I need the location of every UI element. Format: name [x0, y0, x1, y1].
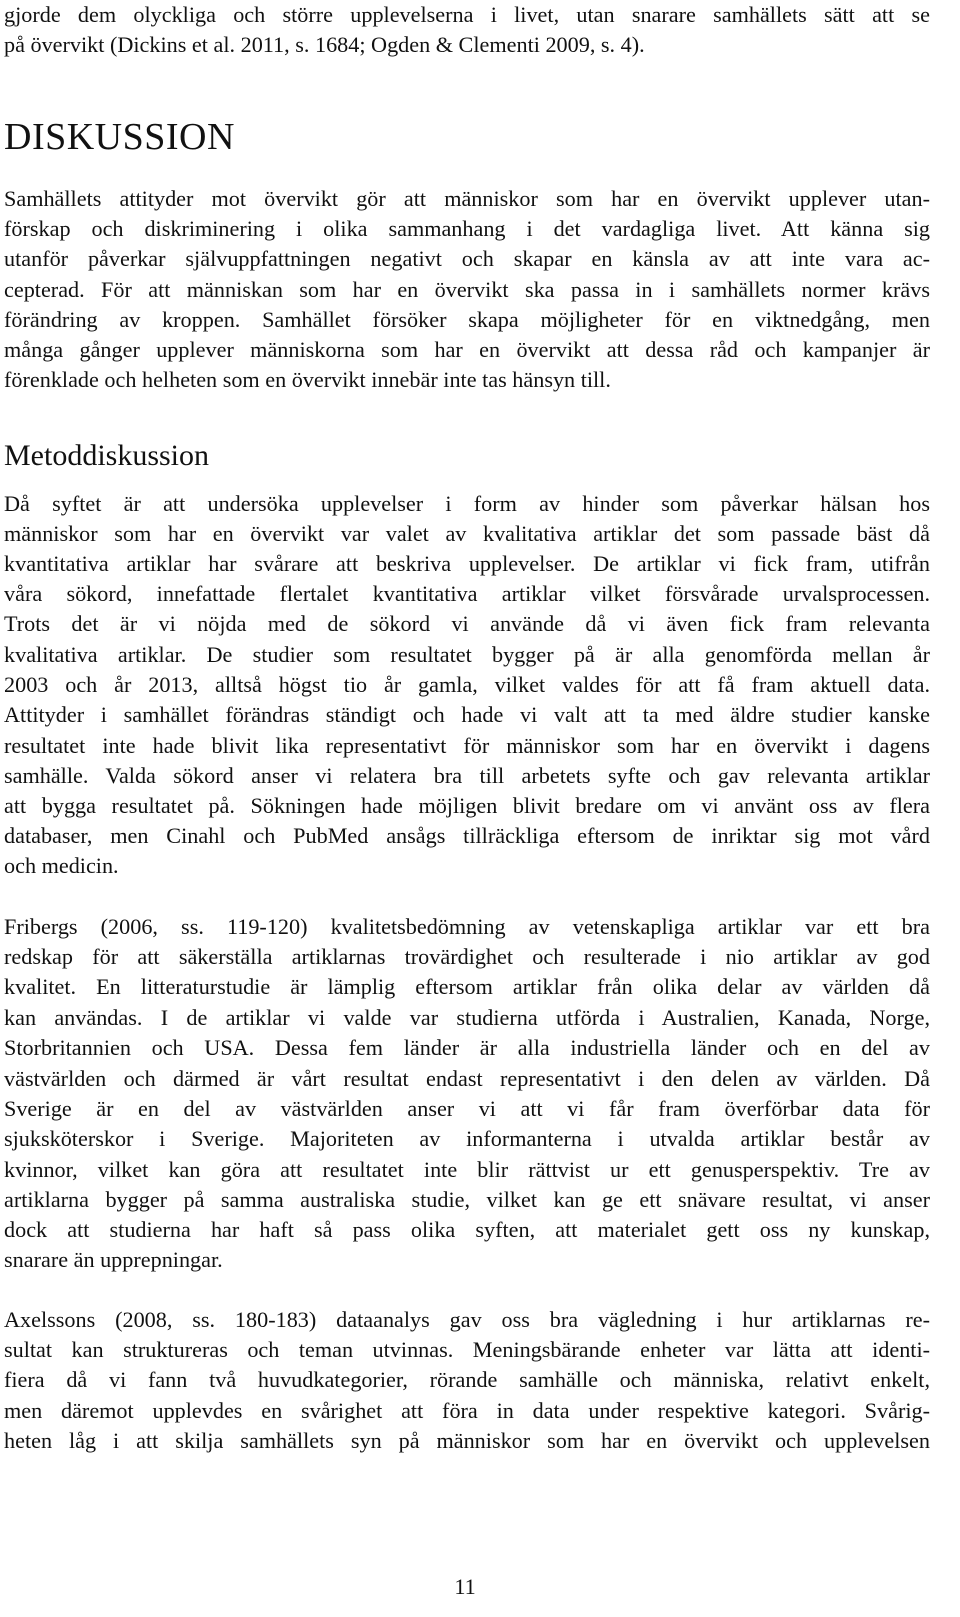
text-line: 2003 och år 2013, alltså högst tio år gamla, vilket valdes för att få fram aktuell data.: [4, 672, 930, 697]
text-line: och medicin.: [4, 853, 119, 878]
text-line: Sverige är en del av västvärlden anser vi att vi får fram överförbar data för: [4, 1096, 930, 1121]
page-number: 11: [454, 1574, 476, 1599]
text-line: Storbritannien och USA. Dessa fem länder är alla industriella länder och en del av: [4, 1035, 930, 1060]
text-line: artiklarna bygger på samma australiska studie, vilket kan ge ett snävare resultat, vi anser: [4, 1187, 930, 1212]
section-heading-metoddiskussion: Metoddiskussion: [4, 439, 210, 472]
text-line: förändring av kroppen. Samhället försöker skapa möjligheter för en viktnedgång, men: [4, 307, 930, 332]
text-line: databaser, men Cinahl och PubMed ansågs tillräckliga eftersom de inriktar sig mot vård: [4, 823, 930, 848]
text-line: kan användas. I de artiklar vi valde var studierna utförda i Australien, Kanada, Norge,: [4, 1005, 930, 1030]
text-line: cepterad. För att människan som har en övervikt ska passa in i samhällets normer krävs: [4, 277, 930, 302]
text-line: förenklade och helheten som en övervikt innebär inte tas hänsyn till.: [4, 367, 611, 392]
text-line: snarare än upprepningar.: [4, 1247, 223, 1272]
text-line: sjuksköterskor i Sverige. Majoriteten av informanterna i utvalda artiklar består av: [4, 1126, 930, 1151]
text-line: många gånger upplever människorna som har en övervikt att dessa råd och kampanjer är: [4, 337, 930, 362]
text-line: kvantitativa artiklar har svårare att beskriva upplevelser. De artiklar vi fick fram, utifrån: [4, 551, 930, 576]
text-line: Då syftet är att undersöka upplevelser i form av hinder som påverkar hälsan hos: [4, 491, 930, 516]
text-line: Attityder i samhället förändras ständigt och hade vi valt att ta med äldre studier kanske: [4, 702, 930, 727]
text-line: Fribergs (2006, ss. 119-120) kvalitetsbedömning av vetenskapliga artiklar var ett bra: [4, 914, 930, 939]
text-line: fiera då vi fann två huvudkategorier, rörande samhälle och människa, relativt enkelt,: [4, 1367, 930, 1392]
section-heading-diskussion: DISKUSSION: [4, 116, 235, 158]
text-line: men däremot upplevdes en svårighet att föra in data under respektive kategori. Svårig-: [4, 1398, 930, 1423]
text-line: sultat kan struktureras och teman utvinnas. Meningsbärande enheter var lätta att identi-: [4, 1337, 930, 1362]
text-line: utanför påverkar självuppfattningen negativt och skapar en känsla av att inte vara ac-: [4, 246, 930, 271]
text-line: Trots det är vi nöjda med de sökord vi använde då vi även fick fram relevanta: [4, 611, 930, 636]
text-line: gjorde dem olyckliga och större upplevelserna i livet, utan snarare samhällets sätt att se: [4, 2, 930, 27]
text-line: förskap och diskriminering i olika sammanhang i det vardagliga livet. Att känna sig: [4, 216, 930, 241]
text-line: Axelssons (2008, ss. 180-183) dataanalys gav oss bra vägledning i hur artiklarnas re-: [4, 1307, 930, 1332]
text-line: dock att studierna har haft så pass olika syften, att materialet gett oss ny kunskap,: [4, 1217, 930, 1242]
text-line: redskap för att säkerställa artiklarnas trovärdighet och resulterade i nio artiklar av god: [4, 944, 930, 969]
text-line: Samhällets attityder mot övervikt gör att människor som har en övervikt upplever utan-: [4, 186, 930, 211]
text-line: våra sökord, innefattade flertalet kvantitativa artiklar vilket försvårade urvalsprocessen.: [4, 581, 930, 606]
text-line: människor som har en övervikt var valet av kvalitativa artiklar det som passade bäst då: [4, 521, 930, 546]
text-line: västvärlden och därmed är vårt resultat endast representativt i den delen av världen. Då: [4, 1066, 930, 1091]
text-line: kvalitet. En litteraturstudie är lämplig eftersom artiklar från olika delar av världen då: [4, 974, 930, 999]
text-line: kvalitativa artiklar. De studier som resultatet bygger på är alla genomförda mellan år: [4, 642, 930, 667]
text-line: att bygga resultatet på. Sökningen hade möjligen blivit bredare om vi använt oss av flera: [4, 793, 930, 818]
text-line: kvinnor, vilket kan göra att resultatet inte blir rättvist ur ett genusperspektiv. Tre av: [4, 1157, 930, 1182]
text-line: heten låg i att skilja samhällets syn på människor som har en övervikt och upplevelsen: [4, 1428, 930, 1453]
text-line: på övervikt (Dickins et al. 2011, s. 1684; Ogden & Clementi 2009, s. 4).: [4, 32, 645, 57]
text-line: samhälle. Valda sökord anser vi relatera bra till arbetets syfte och gav relevanta artiklar: [4, 763, 930, 788]
text-line: resultatet inte hade blivit lika representativt för människor som har en övervikt i dagens: [4, 733, 930, 758]
